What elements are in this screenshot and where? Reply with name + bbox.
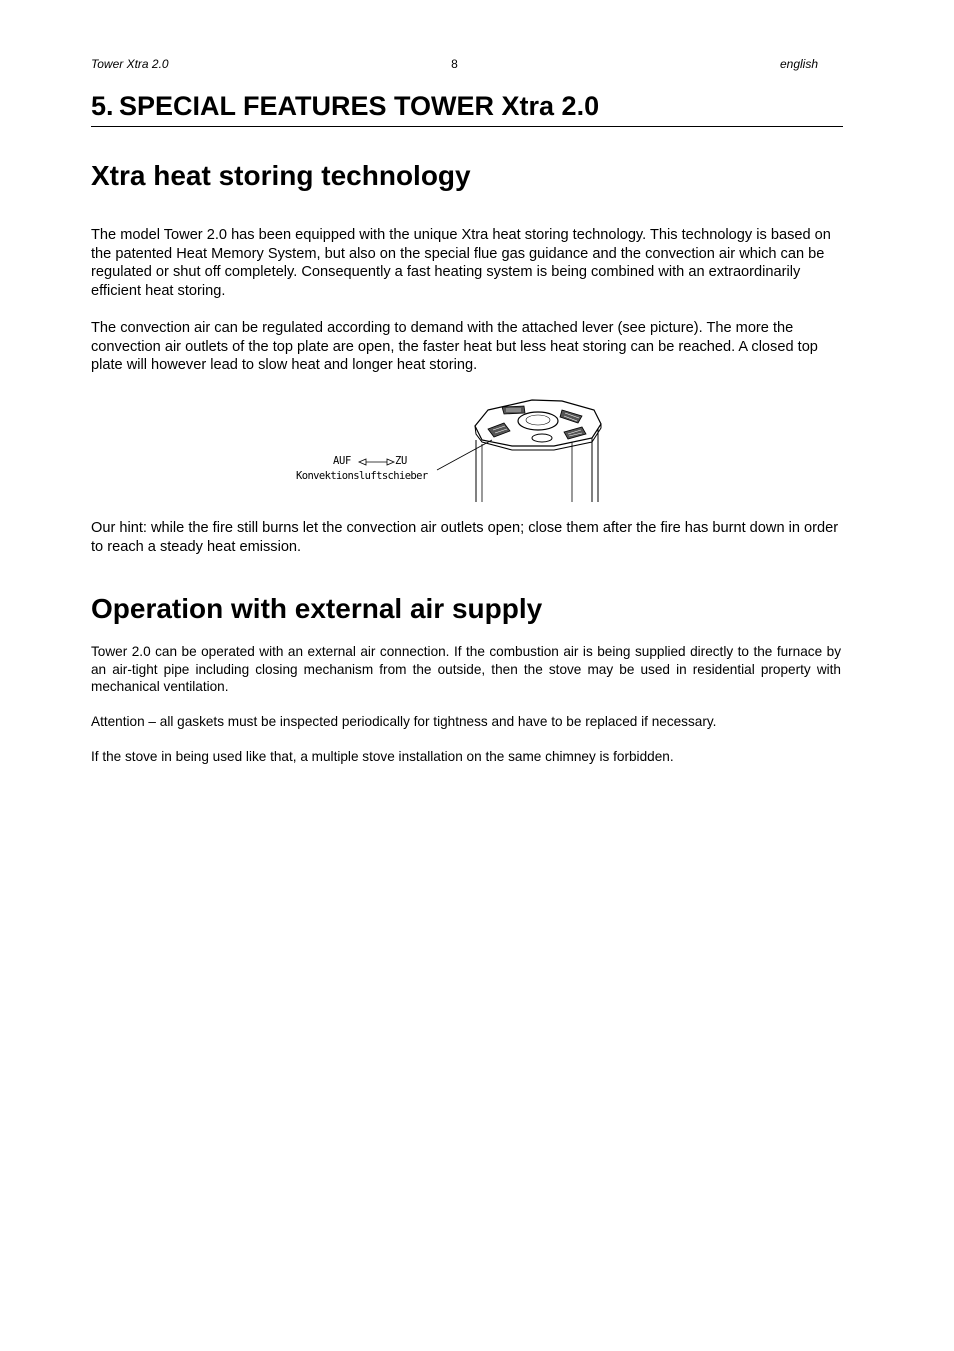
page-header [91, 56, 818, 72]
paragraph-hint: Our hint: while the fire still burns let the convection air outlets open; close them after the fire has burnt down in order to reach a steady heat emission. [91, 520, 839, 555]
section-heading-heat-storing: Xtra heat storing technology [91, 160, 471, 191]
paragraph-attention: Attention – all gaskets must be inspected periodically for tightness and have to be replaced if necessary. [91, 714, 717, 729]
figure-label-zu: ZU [395, 455, 408, 467]
chapter-number: 5. [91, 91, 114, 121]
stove-top-plate-figure [292, 396, 604, 504]
figure-label-lever: Konvektionsluftschieber [296, 470, 428, 482]
chapter-title: SPECIAL FEATURES TOWER Xtra 2.0 [119, 91, 600, 121]
paragraph-external-air: Tower 2.0 can be operated with an external air connection. If the combustion air is being supplied directly to the furnace by an air-tight pipe including closing mechanism from the outside, then the stove may be used in residential property with mechanical ventilation. [91, 644, 841, 694]
figure-label-auf: AUF [333, 455, 352, 467]
header-product-name: Tower Xtra 2.0 [91, 57, 169, 71]
header-page-number: 8 [451, 57, 458, 71]
paragraph-intro: The model Tower 2.0 has been equipped with the unique Xtra heat storing technology. This technology is based on the patented Heat Memory System, but also on the special flue gas guidance and the convection air which can be regulated or shut off completely. Consequently a fast heating system is being combined with an extraordinarily efficient heat storing. [91, 227, 831, 299]
section-heading-external-air: Operation with external air supply [91, 593, 543, 624]
chapter-heading [91, 88, 843, 127]
paragraph-convection-air: The convection air can be regulated according to demand with the attached lever (see picture). The more the convection air outlets of the top plate are open, the faster heat but less heat storing can be reached. A closed top plate will however lead to slow heat and longer heat storing. [91, 320, 818, 373]
header-language: english [779, 57, 818, 71]
paragraph-chimney-warning: If the stove in being used like that, a multiple stove installation on the same chimney is forbidden. [91, 749, 674, 764]
stove-drawing [292, 396, 604, 504]
